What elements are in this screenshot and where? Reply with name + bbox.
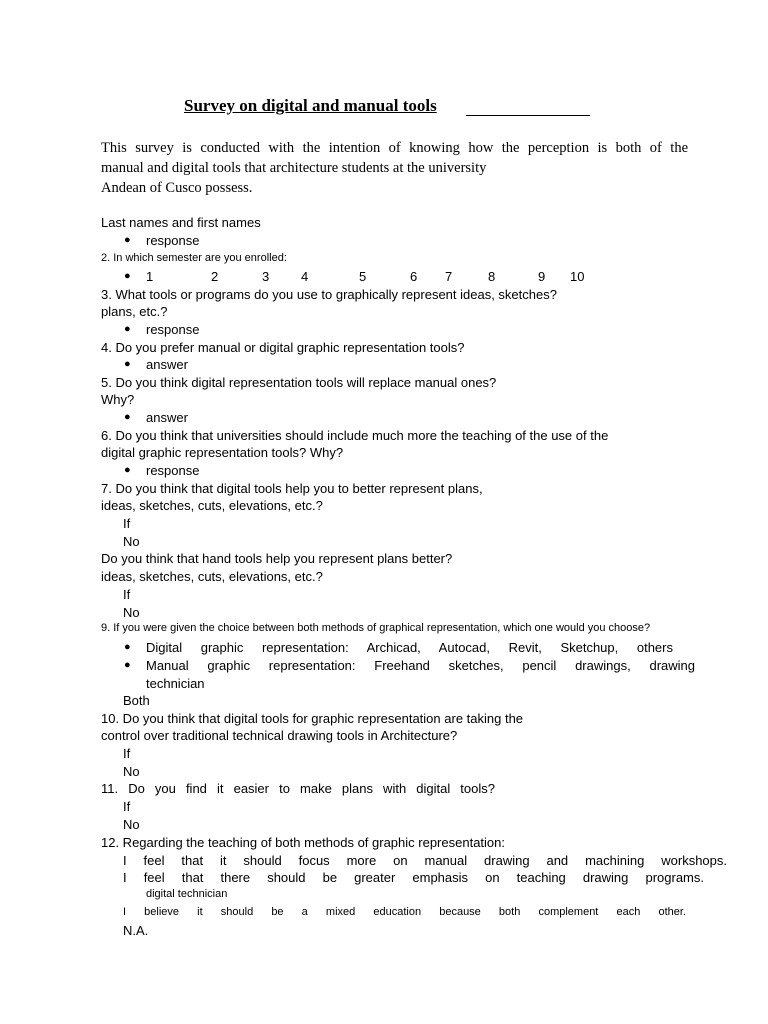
question-7: 7. Do you think that digital tools help you to better represent plans, — [101, 481, 483, 496]
bullet-icon: ● — [124, 270, 131, 282]
bullet-icon: ● — [124, 234, 131, 246]
semester-option: 1 — [146, 269, 154, 284]
semester-option: 4 — [301, 269, 309, 284]
question-3-continued: plans, etc.? — [101, 304, 168, 319]
option-yes: If — [123, 799, 131, 814]
question-names: Last names and first names — [101, 215, 261, 230]
option-manual-workshops: I feel that it should focus more on manual drawing and machining workshops. — [123, 853, 727, 868]
question-12: 12. Regarding the teaching of both methods of graphic representation: — [101, 835, 505, 850]
semester-option: 3 — [262, 269, 270, 284]
question-4: 4. Do you prefer manual or digital graphic representation tools? — [101, 340, 465, 355]
option-drawing-programs-continued: digital technician — [146, 888, 228, 900]
option-drawing-programs: I feel that there should be greater emphasis on teaching drawing programs. — [123, 870, 704, 885]
document-title: Survey on digital and manual tools — [184, 96, 437, 115]
question-10-continued: control over traditional technical drawing tools in Architecture? — [101, 728, 458, 743]
answer-placeholder: response — [146, 322, 200, 337]
question-8: Do you think that hand tools help you represent plans better? — [101, 551, 453, 566]
answer-placeholder: response — [146, 463, 200, 478]
answer-placeholder: answer — [146, 410, 188, 425]
answer-placeholder: response — [146, 233, 200, 248]
bullet-icon: ● — [124, 358, 131, 370]
title-underline — [466, 115, 590, 116]
option-no: No — [123, 534, 140, 549]
option-no: No — [123, 817, 140, 832]
bullet-icon: ● — [124, 659, 131, 671]
option-manual-continued: technician — [146, 676, 205, 691]
option-both: Both — [123, 693, 150, 708]
semester-option: 2 — [211, 269, 219, 284]
intro-line-2: manual and digital tools that architecture students at the university — [101, 160, 487, 176]
bullet-icon: ● — [124, 411, 131, 423]
question-11: 11. Do you find it easier to make plans with digital tools? — [101, 781, 495, 796]
answer-placeholder: answer — [146, 357, 188, 372]
question-8-continued: ideas, sketches, cuts, elevations, etc.? — [101, 569, 323, 584]
question-3: 3. What tools or programs do you use to graphically represent ideas, sketches? — [101, 287, 557, 302]
bullet-icon: ● — [124, 464, 131, 476]
question-5: 5. Do you think digital representation tools will replace manual ones? — [101, 375, 497, 390]
intro-line-1: This survey is conducted with the intention of knowing how the perception is both of the — [101, 140, 688, 156]
question-7-continued: ideas, sketches, cuts, elevations, etc.? — [101, 498, 323, 513]
semester-option: 8 — [488, 269, 496, 284]
option-digital: Digital graphic representation: Archicad, Autocad, Revit, Sketchup, others — [146, 640, 673, 655]
option-no: No — [123, 605, 140, 620]
option-no: No — [123, 764, 140, 779]
bullet-icon: ● — [124, 323, 131, 335]
option-yes: If — [123, 587, 131, 602]
option-na: N.A. — [123, 923, 149, 938]
option-yes: If — [123, 746, 131, 761]
option-mixed-education: I believe it should be a mixed education because both complement each other. — [123, 906, 686, 918]
question-10: 10. Do you think that digital tools for graphic representation are taking the — [101, 711, 524, 726]
question-6-continued: digital graphic representation tools? Why? — [101, 445, 344, 460]
question-9: 9. If you were given the choice between both methods of graphical representation, which one would you choose? — [101, 622, 651, 634]
semester-option: 5 — [359, 269, 367, 284]
question-5-continued: Why? — [101, 392, 135, 407]
semester-option: 6 — [410, 269, 418, 284]
semester-option: 7 — [445, 269, 453, 284]
bullet-icon: ● — [124, 641, 131, 653]
option-manual: Manual graphic representation: Freehand sketches, pencil drawings, drawing — [146, 658, 695, 673]
semester-option: 10 — [570, 269, 585, 284]
question-6: 6. Do you think that universities should include much more the teaching of the use of the — [101, 428, 609, 443]
intro-line-3: Andean of Cusco possess. — [101, 180, 253, 196]
semester-option: 9 — [538, 269, 546, 284]
option-yes: If — [123, 516, 131, 531]
question-2: 2. In which semester are you enrolled: — [101, 252, 287, 264]
